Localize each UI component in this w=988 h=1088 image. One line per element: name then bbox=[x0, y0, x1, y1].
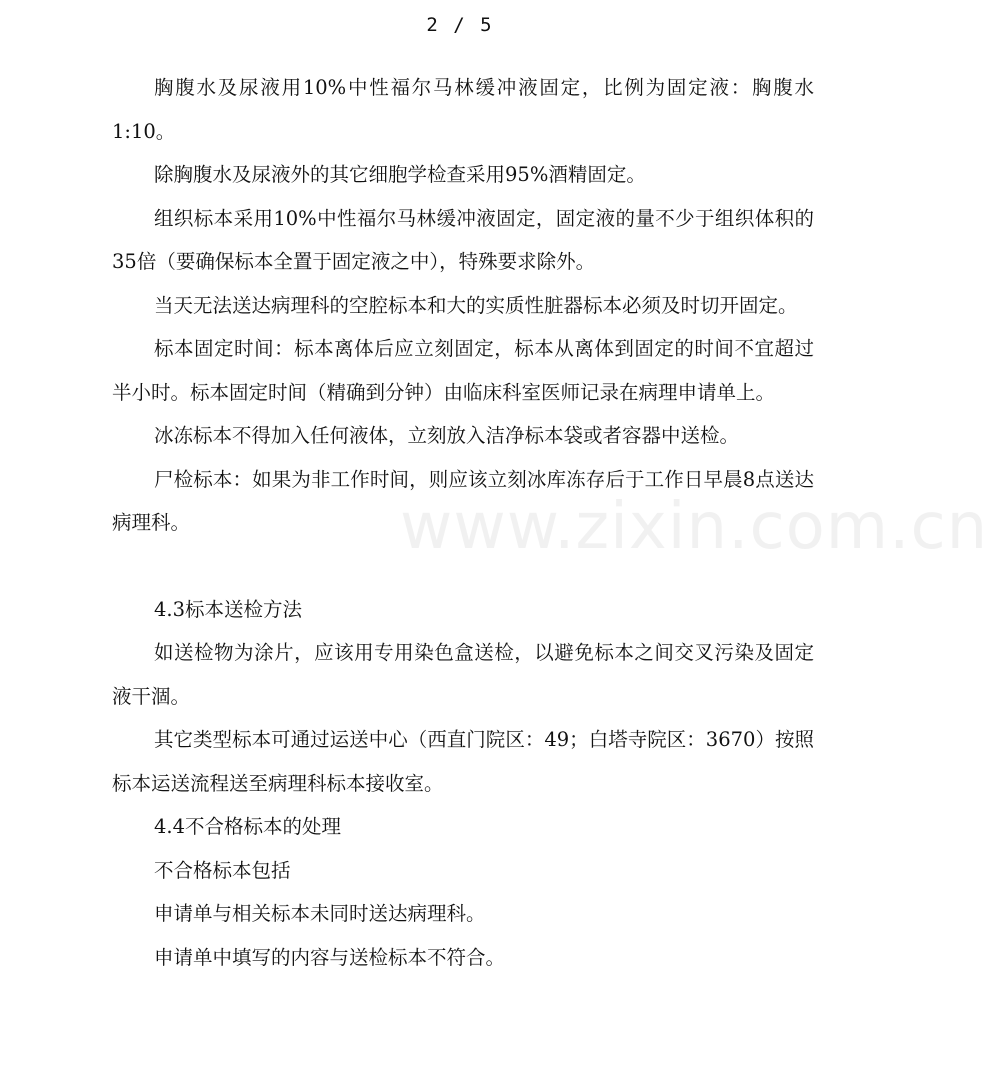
paragraph-unqualified-intro: 不合格标本包括 bbox=[154, 858, 291, 882]
paragraph-fixation-time: 标本固定时间：标本离体后应立刻固定，标本从离体到固定的时间不宜超过半小时。标本固定时间（精确到分钟）由临床科室医师记录在病理申请单上。 bbox=[112, 337, 814, 404]
paragraph-fixation-cytology: 除胸腹水及尿液外的其它细胞学检查采用95%酒精固定。 bbox=[154, 163, 646, 186]
paragraph-other-transport: 其它类型标本可通过运送中心（西直门院区：49；白塔寺院区：3670）按照标本运送流程送至病理科标本接收室。 bbox=[112, 728, 814, 795]
paragraph-fixation-effusion-urine: 胸腹水及尿液用10%中性福尔马林缓冲液固定，比例为固定液：胸腹水1:10。 bbox=[112, 76, 814, 143]
section-gap bbox=[112, 545, 814, 588]
paragraph-unqualified-item-2: 申请单中填写的内容与送检标本不符合。 bbox=[154, 945, 506, 969]
watermark: www.zixin.com.cn bbox=[400, 490, 988, 564]
paragraph-frozen-specimen: 冰冻标本不得加入任何液体，立刻放入洁净标本袋或者容器中送检。 bbox=[154, 424, 740, 447]
document-body bbox=[112, 66, 814, 979]
paragraph-fixation-tissue: 组织标本采用10%中性福尔马林缓冲液固定，固定液的量不少于组织体积的35倍（要确保标本全置于固定液之中），特殊要求除外。 bbox=[112, 206, 814, 273]
paragraph-autopsy-specimen: 尸检标本：如果为非工作时间，则应该立刻冰库冻存后于工作日早晨8点送达病理科。 bbox=[112, 467, 814, 534]
page-number: 2 / 5 bbox=[426, 14, 494, 36]
section-heading-4-3: 4.3标本送检方法 bbox=[154, 597, 303, 621]
paragraph-smear-transport: 如送检物为涂片，应该用专用染色盒送检，以避免标本之间交叉污染及固定液干涸。 bbox=[112, 641, 814, 708]
paragraph-hollow-organ: 当天无法送达病理科的空腔标本和大的实质性脏器标本必须及时切开固定。 bbox=[154, 293, 798, 317]
paragraph-unqualified-item-1: 申请单与相关标本未同时送达病理科。 bbox=[154, 902, 486, 925]
section-heading-4-4: 4.4不合格标本的处理 bbox=[154, 815, 342, 838]
